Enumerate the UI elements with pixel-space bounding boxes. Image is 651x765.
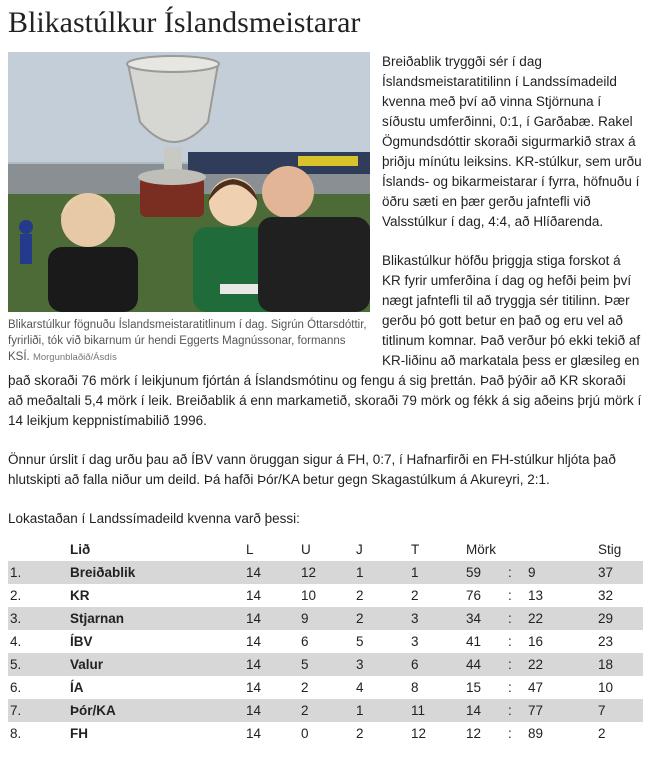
table-row <box>8 607 643 630</box>
row-team: Breiðablik <box>70 561 246 584</box>
paragraph-1: Breiðablik tryggði sér í dag Íslandsmeistaratitilinn í Landssímadeild kvenna með því að vinna Stjörnuna í síðustu umferðinni, 0:1, í Garðabæ. Rakel Ögmundsdóttir skoraði sigurmarkið strax á þriðju mínútu leiksins. KR-stúlkur, sem urðu Íslands- og bikarmeistarar í fyrra, höfnuðu í öðru sæti en þær gerðu jafntefli við Valsstúlkur í dag, 4:4, að Hlíðarenda. <box>382 54 642 229</box>
row-team: ÍA <box>70 679 84 695</box>
table-row <box>8 630 643 653</box>
row-goals-separator: : <box>508 633 512 649</box>
row-goals-separator: : <box>508 561 528 584</box>
row-won: 9 <box>301 607 356 630</box>
row-goals-separator: : <box>508 725 512 741</box>
row-drawn: 4 <box>356 679 364 695</box>
header-goals: Mörk <box>466 542 496 557</box>
row-points: 32 <box>598 587 614 603</box>
row-played: 14 <box>246 633 262 649</box>
header-ga <box>528 539 598 561</box>
row-drawn: 2 <box>356 607 411 630</box>
row-drawn: 1 <box>356 561 411 584</box>
header-drawn: J <box>356 542 363 557</box>
row-drawn: 3 <box>356 653 411 676</box>
row-goals-for: 15 <box>466 679 482 695</box>
row-lost: 11 <box>411 699 466 722</box>
row-won: 0 <box>301 725 309 741</box>
row-drawn: 2 <box>356 587 364 603</box>
row-goals-against: 13 <box>528 587 544 603</box>
row-position: 7. <box>8 699 70 722</box>
row-lost: 12 <box>411 725 427 741</box>
row-team: Valur <box>70 653 246 676</box>
row-goals-separator: : <box>508 653 528 676</box>
row-goals-against: 9 <box>528 561 598 584</box>
header-won: U <box>301 542 311 557</box>
row-goals-against: 16 <box>528 633 544 649</box>
row-won: 2 <box>301 699 356 722</box>
row-played: 14 <box>246 699 301 722</box>
row-goals-against: 47 <box>528 679 544 695</box>
row-points: 7 <box>598 699 643 722</box>
row-played: 14 <box>246 587 262 603</box>
celebration-photo <box>8 52 370 312</box>
row-position: 1. <box>8 561 70 584</box>
row-points: 23 <box>598 633 614 649</box>
header-sep <box>508 539 528 561</box>
row-goals-separator: : <box>508 699 528 722</box>
row-team: KR <box>70 587 90 603</box>
photo-credit: Morgunblaðið/Ásdís <box>32 352 117 363</box>
caption-text: Blikarstúlkur fögnuðu Íslandsmeistaratitlinum í dag. Sigrún Óttarsdóttir, fyrirliði, tók við bikarnum úr hendi Eggerts Magnússonar, formanns KSÍ. <box>8 319 367 363</box>
row-team: Stjarnan <box>70 607 246 630</box>
row-lost: 2 <box>411 587 419 603</box>
standings-header-row <box>8 539 643 561</box>
row-team: Þór/KA <box>70 699 246 722</box>
row-goals-against: 89 <box>528 725 544 741</box>
row-position: 4. <box>10 633 22 649</box>
row-goals-for: 34 <box>466 607 508 630</box>
row-goals-for: 44 <box>466 653 508 676</box>
photo-figure <box>8 52 370 366</box>
row-lost: 3 <box>411 607 466 630</box>
row-played: 14 <box>246 561 301 584</box>
table-row <box>8 584 643 607</box>
row-played: 14 <box>246 653 301 676</box>
row-goals-for: 59 <box>466 561 508 584</box>
table-row <box>8 653 643 676</box>
row-goals-separator: : <box>508 607 528 630</box>
row-lost: 8 <box>411 679 419 695</box>
row-points: 37 <box>598 561 643 584</box>
row-goals-against: 77 <box>528 699 598 722</box>
row-points: 2 <box>598 725 606 741</box>
row-won: 12 <box>301 561 356 584</box>
row-goals-for: 14 <box>466 699 508 722</box>
row-goals-for: 41 <box>466 633 482 649</box>
row-lost: 3 <box>411 633 419 649</box>
row-goals-against: 22 <box>528 607 598 630</box>
row-points: 29 <box>598 607 643 630</box>
row-won: 2 <box>301 679 309 695</box>
standings-table <box>8 539 643 745</box>
header-pos <box>8 539 70 561</box>
row-position: 3. <box>8 607 70 630</box>
table-intro: Lokastaðan í Landssímadeild kvenna varð þessi: <box>8 511 300 526</box>
row-lost: 6 <box>411 653 466 676</box>
row-lost: 1 <box>411 561 466 584</box>
row-played: 14 <box>246 725 262 741</box>
photo-caption <box>8 317 370 366</box>
header-played: L <box>246 542 254 557</box>
row-drawn: 5 <box>356 633 364 649</box>
photo-illustration <box>8 52 370 312</box>
header-lost: T <box>411 542 420 557</box>
header-team: Lið <box>70 542 91 557</box>
table-row <box>8 722 643 745</box>
row-position: 8. <box>10 725 22 741</box>
row-team: ÍBV <box>70 633 93 649</box>
row-played: 14 <box>246 607 301 630</box>
article-title: Blikastúlkur Íslandsmeistarar <box>8 6 361 39</box>
row-drawn: 1 <box>356 699 411 722</box>
row-goals-separator: : <box>508 679 512 695</box>
table-row <box>8 561 643 584</box>
row-goals-for: 12 <box>466 725 482 741</box>
paragraph-3: Önnur úrslit í dag urðu þau að ÍBV vann öruggan sigur á FH, 0:7, í Hafnarfirði en FH-stúlkur hljóta það hlutskipti að falla niður um deild. Þá hafði Þór/KA betur gegn Skagastúlkum á Akureyri, 2:1. <box>8 452 616 487</box>
article <box>0 5 651 745</box>
row-goals-separator: : <box>508 587 512 603</box>
row-goals-for: 76 <box>466 587 482 603</box>
row-team: FH <box>70 725 88 741</box>
row-points: 18 <box>598 653 643 676</box>
row-points: 10 <box>598 679 614 695</box>
row-position: 5. <box>8 653 70 676</box>
row-position: 6. <box>10 679 22 695</box>
standings-body <box>8 561 643 745</box>
row-position: 2. <box>10 587 22 603</box>
header-points: Stig <box>598 542 622 557</box>
row-goals-against: 22 <box>528 653 598 676</box>
row-won: 6 <box>301 633 309 649</box>
row-played: 14 <box>246 679 262 695</box>
table-row <box>8 699 643 722</box>
row-drawn: 2 <box>356 725 364 741</box>
table-row <box>8 676 643 699</box>
paragraph-2: Blikastúlkur höfðu þriggja stiga forskot á KR fyrir umferðina í dag og hefði þeim því nægt jafntefli til að tryggja sér titilinn. Þær gerðu þó gott betur en það og eru vel að titlinum komnar. Það verður þó ekki tekið af KR-liðinu að markatala þess er glæsileg en það skoraði 76 mörk í leikjunum fjórtán á Íslandsmótinu og fengu á sig þrettán. Það þýðir að KR skoraði að meðaltali 5,4 mörk í leik. Breiðablik á enn markametið, skoraði 79 mörk og fékk á sig aðeins þrjú mörk í 14 leikjum keppnistímabilið 1996. <box>8 253 642 428</box>
row-won: 10 <box>301 587 317 603</box>
row-won: 5 <box>301 653 356 676</box>
